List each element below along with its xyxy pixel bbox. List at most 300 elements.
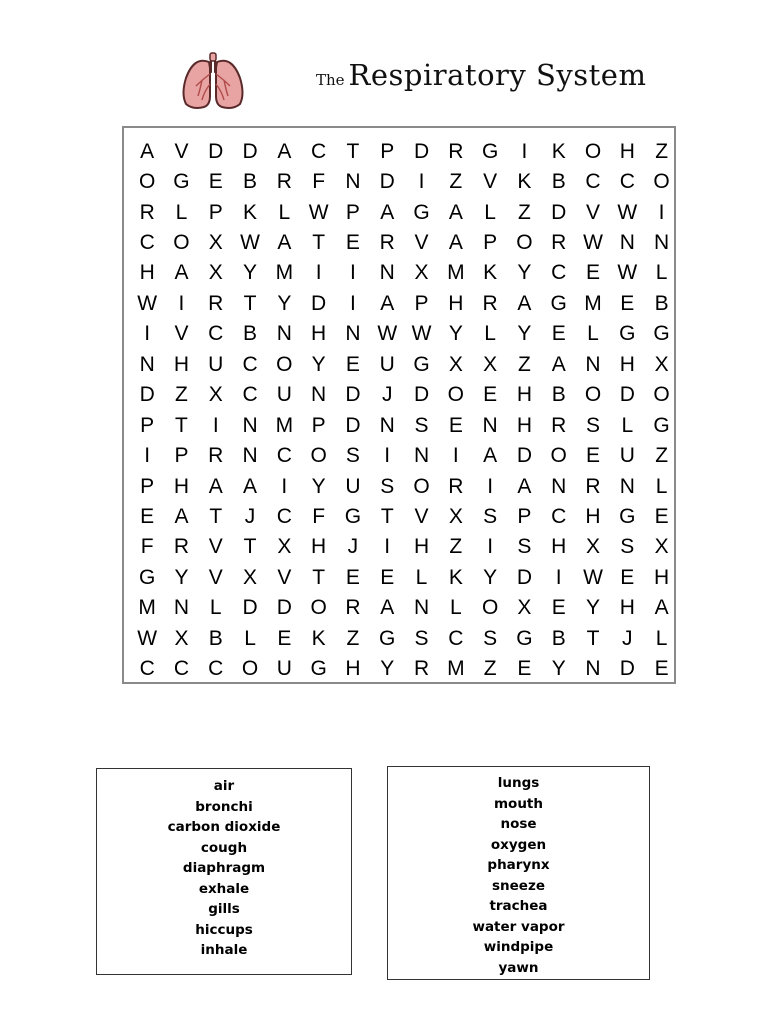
- grid-letter[interactable]: L: [484, 322, 496, 346]
- grid-letter[interactable]: X: [277, 535, 292, 559]
- grid-letter[interactable]: I: [658, 200, 665, 224]
- grid-letter[interactable]: G: [173, 170, 190, 194]
- grid-letter[interactable]: A: [243, 474, 258, 498]
- grid-letter[interactable]: R: [379, 231, 395, 255]
- grid-letter[interactable]: A: [517, 291, 532, 315]
- word-list-item: nose: [500, 816, 537, 832]
- grid-letter[interactable]: J: [622, 626, 633, 650]
- grid-letter[interactable]: J: [347, 535, 359, 559]
- grid-letter[interactable]: V: [414, 504, 429, 528]
- grid-letter[interactable]: H: [311, 322, 327, 346]
- grid-letter[interactable]: T: [312, 231, 326, 255]
- grid-letter[interactable]: C: [139, 231, 155, 255]
- grid-letter[interactable]: L: [621, 413, 634, 437]
- grid-letter[interactable]: L: [587, 322, 599, 346]
- grid-letter[interactable]: L: [484, 200, 496, 224]
- grid-letter[interactable]: R: [345, 596, 361, 620]
- grid-letter[interactable]: D: [242, 139, 258, 163]
- grid-letter[interactable]: N: [413, 444, 430, 468]
- grid-letter[interactable]: I: [487, 535, 494, 559]
- grid-letter[interactable]: B: [551, 626, 566, 650]
- grid-letter[interactable]: U: [208, 352, 224, 376]
- grid-letter[interactable]: X: [414, 261, 429, 285]
- grid-letter[interactable]: E: [620, 291, 635, 315]
- grid-letter[interactable]: H: [585, 504, 601, 528]
- grid-letter[interactable]: E: [551, 596, 566, 620]
- grid-letter[interactable]: G: [344, 504, 362, 528]
- grid-letter[interactable]: D: [413, 139, 430, 163]
- grid-letter[interactable]: W: [240, 231, 260, 255]
- grid-letter[interactable]: B: [551, 170, 566, 194]
- grid-letter[interactable]: Z: [346, 626, 360, 650]
- grid-letter[interactable]: W: [617, 200, 638, 224]
- grid-letter[interactable]: V: [208, 535, 223, 559]
- grid-letter[interactable]: H: [619, 352, 635, 376]
- grid-letter[interactable]: N: [379, 261, 395, 285]
- grid-letter[interactable]: R: [139, 200, 155, 224]
- grid-letter[interactable]: T: [243, 535, 257, 559]
- grid-letter[interactable]: S: [414, 626, 429, 650]
- grid-letter[interactable]: O: [584, 139, 602, 163]
- grid-letter[interactable]: Z: [449, 535, 463, 559]
- grid-letter[interactable]: I: [452, 444, 459, 468]
- grid-letter[interactable]: R: [413, 657, 430, 681]
- grid-letter[interactable]: W: [137, 626, 158, 650]
- grid-letter[interactable]: C: [551, 261, 567, 285]
- grid-letter[interactable]: C: [139, 657, 155, 681]
- grid-letter[interactable]: N: [619, 231, 635, 255]
- grid-letter[interactable]: G: [653, 322, 670, 346]
- grid-letter[interactable]: L: [278, 200, 291, 224]
- grid-letter[interactable]: X: [208, 383, 223, 407]
- grid-letter[interactable]: P: [414, 291, 429, 315]
- grid-letter[interactable]: E: [208, 170, 223, 194]
- grid-letter[interactable]: C: [276, 504, 292, 528]
- grid-letter[interactable]: E: [517, 657, 532, 681]
- grid-letter[interactable]: Y: [311, 474, 326, 498]
- grid-letter[interactable]: Z: [483, 657, 497, 681]
- grid-letter[interactable]: D: [379, 170, 395, 194]
- grid-letter[interactable]: H: [619, 596, 635, 620]
- grid-letter[interactable]: K: [311, 626, 326, 650]
- grid-letter[interactable]: R: [276, 170, 292, 194]
- grid-letter[interactable]: G: [413, 200, 430, 224]
- word-list-item: windpipe: [483, 939, 554, 955]
- grid-letter[interactable]: C: [242, 352, 258, 376]
- grid-letter[interactable]: O: [550, 444, 567, 468]
- grid-letter[interactable]: R: [208, 444, 224, 468]
- grid-letter[interactable]: O: [310, 444, 327, 468]
- grid-letter[interactable]: G: [310, 657, 327, 681]
- grid-letter[interactable]: H: [139, 261, 155, 285]
- grid-letter[interactable]: F: [140, 535, 154, 559]
- grid-letter[interactable]: O: [276, 352, 293, 376]
- grid-letter[interactable]: X: [174, 626, 189, 650]
- grid-letter[interactable]: Y: [380, 657, 395, 681]
- grid-letter[interactable]: F: [312, 170, 326, 194]
- grid-letter[interactable]: G: [379, 626, 396, 650]
- grid-letter[interactable]: O: [516, 231, 533, 255]
- grid-letter[interactable]: T: [175, 413, 188, 437]
- grid-letter[interactable]: B: [551, 383, 566, 407]
- grid-letter[interactable]: N: [139, 352, 155, 376]
- grid-letter[interactable]: O: [138, 170, 156, 194]
- grid-letter[interactable]: O: [447, 383, 464, 407]
- word-list-item: yawn: [498, 959, 539, 976]
- grid-letter[interactable]: Y: [448, 322, 463, 346]
- grid-letter[interactable]: R: [173, 535, 190, 559]
- grid-letter[interactable]: I: [315, 261, 322, 285]
- grid-letter[interactable]: A: [380, 291, 395, 315]
- grid-letter[interactable]: T: [380, 504, 394, 528]
- grid-letter[interactable]: L: [449, 596, 462, 620]
- grid-letter[interactable]: Y: [517, 261, 532, 285]
- grid-letter[interactable]: L: [655, 474, 668, 498]
- grid-letter[interactable]: Y: [174, 565, 189, 589]
- grid-letter[interactable]: N: [345, 322, 361, 346]
- grid-letter[interactable]: D: [139, 383, 155, 407]
- grid-letter[interactable]: A: [517, 474, 532, 498]
- grid-letter[interactable]: O: [653, 383, 670, 407]
- grid-letter[interactable]: N: [619, 474, 635, 498]
- grid-letter[interactable]: E: [345, 352, 360, 376]
- grid-letter[interactable]: W: [411, 322, 432, 346]
- grid-letter[interactable]: C: [448, 626, 464, 650]
- grid-letter[interactable]: V: [174, 139, 189, 163]
- grid-letter[interactable]: M: [584, 291, 602, 315]
- grid-letter[interactable]: F: [312, 504, 326, 528]
- word-list-item: diaphragm: [182, 860, 266, 876]
- grid-letter[interactable]: X: [517, 596, 532, 620]
- grid-letter[interactable]: A: [208, 474, 223, 498]
- grid-letter[interactable]: W: [617, 261, 638, 285]
- grid-letter[interactable]: Y: [551, 657, 566, 681]
- grid-letter[interactable]: E: [654, 504, 669, 528]
- grid-letter[interactable]: X: [586, 535, 601, 559]
- grid-letter[interactable]: A: [140, 139, 155, 163]
- word-list-right: [387, 766, 650, 980]
- grid-letter[interactable]: R: [551, 413, 567, 437]
- grid-letter[interactable]: M: [138, 596, 156, 620]
- grid-letter[interactable]: D: [311, 291, 327, 315]
- grid-letter[interactable]: X: [483, 352, 498, 376]
- grid-letter[interactable]: E: [140, 504, 155, 528]
- grid-letter[interactable]: C: [585, 170, 601, 194]
- grid-letter[interactable]: L: [415, 565, 428, 589]
- grid-letter[interactable]: W: [583, 565, 603, 589]
- grid-letter[interactable]: E: [345, 565, 360, 589]
- grid-letter[interactable]: T: [346, 139, 360, 163]
- grid-letter[interactable]: V: [208, 565, 223, 589]
- grid-letter[interactable]: E: [551, 322, 566, 346]
- grid-letter[interactable]: C: [276, 444, 292, 468]
- grid-letter[interactable]: S: [414, 413, 429, 437]
- grid-letter[interactable]: D: [345, 413, 361, 437]
- grid-letter[interactable]: X: [208, 231, 223, 255]
- grid-letter[interactable]: D: [345, 383, 361, 407]
- grid-letter[interactable]: N: [551, 474, 567, 498]
- grid-letter[interactable]: Y: [517, 322, 532, 346]
- grid-letter[interactable]: U: [345, 474, 361, 498]
- grid-letter[interactable]: N: [585, 657, 601, 681]
- grid-letter[interactable]: T: [243, 291, 257, 315]
- grid-letter[interactable]: S: [345, 444, 360, 468]
- grid-letter[interactable]: A: [277, 231, 292, 255]
- page-title: [316, 58, 646, 92]
- grid-letter[interactable]: G: [481, 139, 499, 163]
- grid-letter[interactable]: V: [414, 231, 429, 255]
- grid-letter[interactable]: N: [654, 231, 670, 255]
- grid-letter[interactable]: N: [311, 383, 327, 407]
- grid-letter[interactable]: N: [345, 170, 361, 194]
- grid-letter[interactable]: D: [619, 657, 635, 681]
- grid-letter[interactable]: D: [551, 200, 567, 224]
- grid-letter[interactable]: O: [413, 474, 430, 498]
- grid-letter[interactable]: T: [209, 504, 223, 528]
- grid-letter[interactable]: H: [619, 139, 635, 163]
- grid-letter[interactable]: N: [379, 413, 395, 437]
- grid-letter[interactable]: H: [654, 565, 670, 589]
- grid-letter[interactable]: W: [308, 200, 329, 224]
- grid-letter[interactable]: I: [487, 474, 494, 498]
- grid-letter[interactable]: H: [516, 413, 532, 437]
- grid-letter[interactable]: I: [281, 474, 288, 498]
- grid-letter[interactable]: K: [551, 139, 566, 163]
- grid-letter[interactable]: E: [483, 383, 498, 407]
- grid-letter[interactable]: H: [516, 383, 532, 407]
- grid-letter[interactable]: X: [654, 535, 669, 559]
- word-list-item: cough: [200, 839, 248, 856]
- grid-letter[interactable]: R: [585, 474, 601, 498]
- grid-letter[interactable]: I: [521, 139, 528, 163]
- grid-letter[interactable]: P: [174, 444, 189, 468]
- grid-letter[interactable]: U: [276, 657, 292, 681]
- grid-letter[interactable]: G: [550, 291, 567, 315]
- grid-letter[interactable]: P: [345, 200, 360, 224]
- grid-letter[interactable]: A: [551, 352, 566, 376]
- grid-letter[interactable]: W: [377, 322, 398, 346]
- grid-letter[interactable]: A: [174, 261, 189, 285]
- grid-letter[interactable]: C: [311, 139, 327, 163]
- grid-letter[interactable]: X: [654, 352, 669, 376]
- grid-letter[interactable]: I: [350, 261, 356, 285]
- grid-letter[interactable]: I: [178, 291, 185, 315]
- grid-letter[interactable]: J: [381, 383, 393, 407]
- grid-letter[interactable]: V: [586, 200, 601, 224]
- grid-letter[interactable]: O: [653, 170, 670, 194]
- grid-letter[interactable]: M: [447, 657, 465, 681]
- grid-letter[interactable]: C: [173, 657, 190, 681]
- grid-letter[interactable]: M: [275, 413, 294, 437]
- grid-letter[interactable]: M: [447, 261, 465, 285]
- grid-letter[interactable]: R: [448, 139, 464, 163]
- grid-letter[interactable]: T: [312, 565, 326, 589]
- grid-letter[interactable]: D: [208, 139, 224, 163]
- grid-letter[interactable]: Z: [518, 352, 531, 376]
- grid-letter[interactable]: A: [380, 200, 395, 224]
- grid-letter[interactable]: O: [584, 383, 602, 407]
- grid-letter[interactable]: I: [555, 565, 562, 589]
- grid-letter[interactable]: C: [208, 322, 224, 346]
- grid-letter[interactable]: L: [209, 596, 222, 620]
- grid-letter[interactable]: U: [619, 444, 635, 468]
- grid-letter[interactable]: O: [173, 231, 190, 255]
- grid-letter[interactable]: H: [173, 352, 190, 376]
- grid-letter[interactable]: B: [243, 322, 258, 346]
- grid-letter[interactable]: K: [483, 261, 498, 285]
- grid-letter[interactable]: Z: [175, 383, 188, 407]
- grid-letter[interactable]: C: [619, 170, 635, 194]
- word-list-item: pharynx: [487, 857, 550, 873]
- grid-letter[interactable]: A: [277, 139, 292, 163]
- grid-letter[interactable]: M: [275, 261, 294, 285]
- grid-letter[interactable]: P: [208, 200, 223, 224]
- grid-letter[interactable]: X: [448, 504, 463, 528]
- grid-letter[interactable]: Y: [277, 291, 292, 315]
- grid-letter[interactable]: I: [212, 413, 219, 437]
- grid-letter[interactable]: D: [516, 565, 532, 589]
- grid-letter[interactable]: R: [208, 291, 224, 315]
- grid-letter[interactable]: R: [448, 474, 464, 498]
- grid-letter[interactable]: I: [418, 170, 425, 194]
- grid-letter[interactable]: E: [277, 626, 292, 650]
- grid-letter[interactable]: G: [619, 504, 636, 528]
- grid-letter[interactable]: A: [654, 596, 669, 620]
- grid-letter[interactable]: Y: [483, 565, 498, 589]
- grid-letter[interactable]: E: [380, 565, 395, 589]
- grid-letter[interactable]: E: [654, 657, 669, 681]
- grid-letter[interactable]: Y: [243, 261, 258, 285]
- grid-letter[interactable]: K: [517, 170, 532, 194]
- grid-letter[interactable]: Y: [586, 596, 601, 620]
- grid-letter[interactable]: N: [276, 322, 292, 346]
- grid-letter[interactable]: L: [655, 626, 668, 650]
- grid-letter[interactable]: E: [345, 231, 360, 255]
- grid-letter[interactable]: B: [208, 626, 223, 650]
- grid-letter[interactable]: W: [137, 291, 158, 315]
- grid-letter[interactable]: S: [483, 504, 498, 528]
- grid-letter[interactable]: N: [482, 413, 498, 437]
- word-list-item: sneeze: [492, 877, 545, 894]
- grid-letter[interactable]: G: [619, 322, 636, 346]
- grid-letter[interactable]: S: [380, 474, 395, 498]
- grid-letter[interactable]: P: [311, 413, 326, 437]
- grid-letter[interactable]: H: [345, 657, 361, 681]
- grid-letter[interactable]: B: [243, 170, 258, 194]
- grid-letter[interactable]: H: [448, 291, 464, 315]
- grid-letter[interactable]: L: [244, 626, 256, 650]
- grid-letter[interactable]: W: [583, 231, 603, 255]
- grid-letter[interactable]: T: [586, 626, 600, 650]
- grid-letter[interactable]: G: [653, 413, 670, 437]
- grid-letter[interactable]: N: [242, 413, 258, 437]
- grid-letter[interactable]: O: [481, 596, 499, 620]
- grid-letter[interactable]: S: [620, 535, 635, 559]
- grid-letter[interactable]: R: [551, 231, 567, 255]
- grid-letter[interactable]: E: [620, 565, 635, 589]
- grid-letter[interactable]: L: [175, 200, 188, 224]
- grid-letter[interactable]: H: [311, 535, 327, 559]
- grid-letter[interactable]: D: [413, 383, 430, 407]
- grid-letter[interactable]: I: [144, 444, 151, 468]
- grid-letter[interactable]: B: [654, 291, 669, 315]
- grid-letter[interactable]: P: [140, 413, 155, 437]
- grid-letter[interactable]: U: [379, 352, 395, 376]
- grid-letter[interactable]: R: [482, 291, 498, 315]
- grid-letter[interactable]: A: [174, 504, 189, 528]
- grid-letter[interactable]: V: [174, 322, 189, 346]
- grid-letter[interactable]: N: [173, 596, 190, 620]
- grid-letter[interactable]: U: [276, 383, 292, 407]
- grid-letter[interactable]: K: [243, 200, 258, 224]
- grid-letter[interactable]: I: [384, 444, 391, 468]
- grid-letter[interactable]: P: [483, 231, 498, 255]
- grid-letter[interactable]: H: [551, 535, 567, 559]
- grid-letter[interactable]: H: [173, 474, 190, 498]
- grid-letter[interactable]: N: [242, 444, 258, 468]
- grid-letter[interactable]: H: [413, 535, 430, 559]
- grid-letter[interactable]: A: [483, 444, 498, 468]
- grid-letter[interactable]: E: [586, 444, 601, 468]
- grid-letter[interactable]: E: [448, 413, 463, 437]
- grid-letter[interactable]: A: [448, 200, 463, 224]
- grid-letter[interactable]: N: [413, 596, 430, 620]
- grid-letter[interactable]: O: [241, 657, 259, 681]
- grid-letter[interactable]: X: [448, 352, 463, 376]
- grid-letter[interactable]: I: [144, 322, 151, 346]
- grid-letter[interactable]: G: [138, 565, 156, 589]
- header: [0, 40, 768, 120]
- grid-letter[interactable]: P: [140, 474, 155, 498]
- grid-letter[interactable]: G: [516, 626, 533, 650]
- grid-letter[interactable]: D: [276, 596, 292, 620]
- grid-letter[interactable]: A: [448, 231, 463, 255]
- grid-letter[interactable]: S: [483, 626, 498, 650]
- word-list-item: trachea: [489, 898, 548, 914]
- grid-letter[interactable]: O: [310, 596, 327, 620]
- grid-letter[interactable]: P: [517, 504, 532, 528]
- grid-letter[interactable]: N: [585, 352, 601, 376]
- grid-letter[interactable]: Z: [518, 200, 531, 224]
- grid-letter[interactable]: G: [413, 352, 430, 376]
- grid-letter[interactable]: D: [619, 383, 635, 407]
- grid-letter[interactable]: A: [380, 596, 395, 620]
- grid-letter[interactable]: I: [384, 535, 391, 559]
- grid-letter[interactable]: D: [242, 596, 258, 620]
- grid-letter[interactable]: Y: [311, 352, 326, 376]
- grid-letter[interactable]: I: [350, 291, 356, 315]
- grid-letter[interactable]: K: [448, 565, 463, 589]
- grid-letter[interactable]: Z: [655, 139, 669, 163]
- grid-letter[interactable]: X: [208, 261, 223, 285]
- grid-letter[interactable]: C: [208, 657, 224, 681]
- grid-letter[interactable]: Z: [655, 444, 669, 468]
- grid-letter[interactable]: E: [586, 261, 601, 285]
- grid-letter[interactable]: C: [242, 383, 258, 407]
- grid-letter[interactable]: J: [244, 504, 256, 528]
- grid-letter[interactable]: C: [551, 504, 567, 528]
- grid-letter[interactable]: D: [516, 444, 532, 468]
- grid-letter[interactable]: Z: [449, 170, 463, 194]
- grid-letter[interactable]: S: [586, 413, 601, 437]
- grid-letter[interactable]: V: [483, 170, 498, 194]
- word-list-item: hiccups: [195, 921, 253, 938]
- grid-letter[interactable]: V: [277, 565, 292, 589]
- grid-letter[interactable]: L: [655, 261, 668, 285]
- grid-letter[interactable]: S: [517, 535, 532, 559]
- grid-letter[interactable]: X: [243, 565, 258, 589]
- grid-letter[interactable]: P: [380, 139, 395, 163]
